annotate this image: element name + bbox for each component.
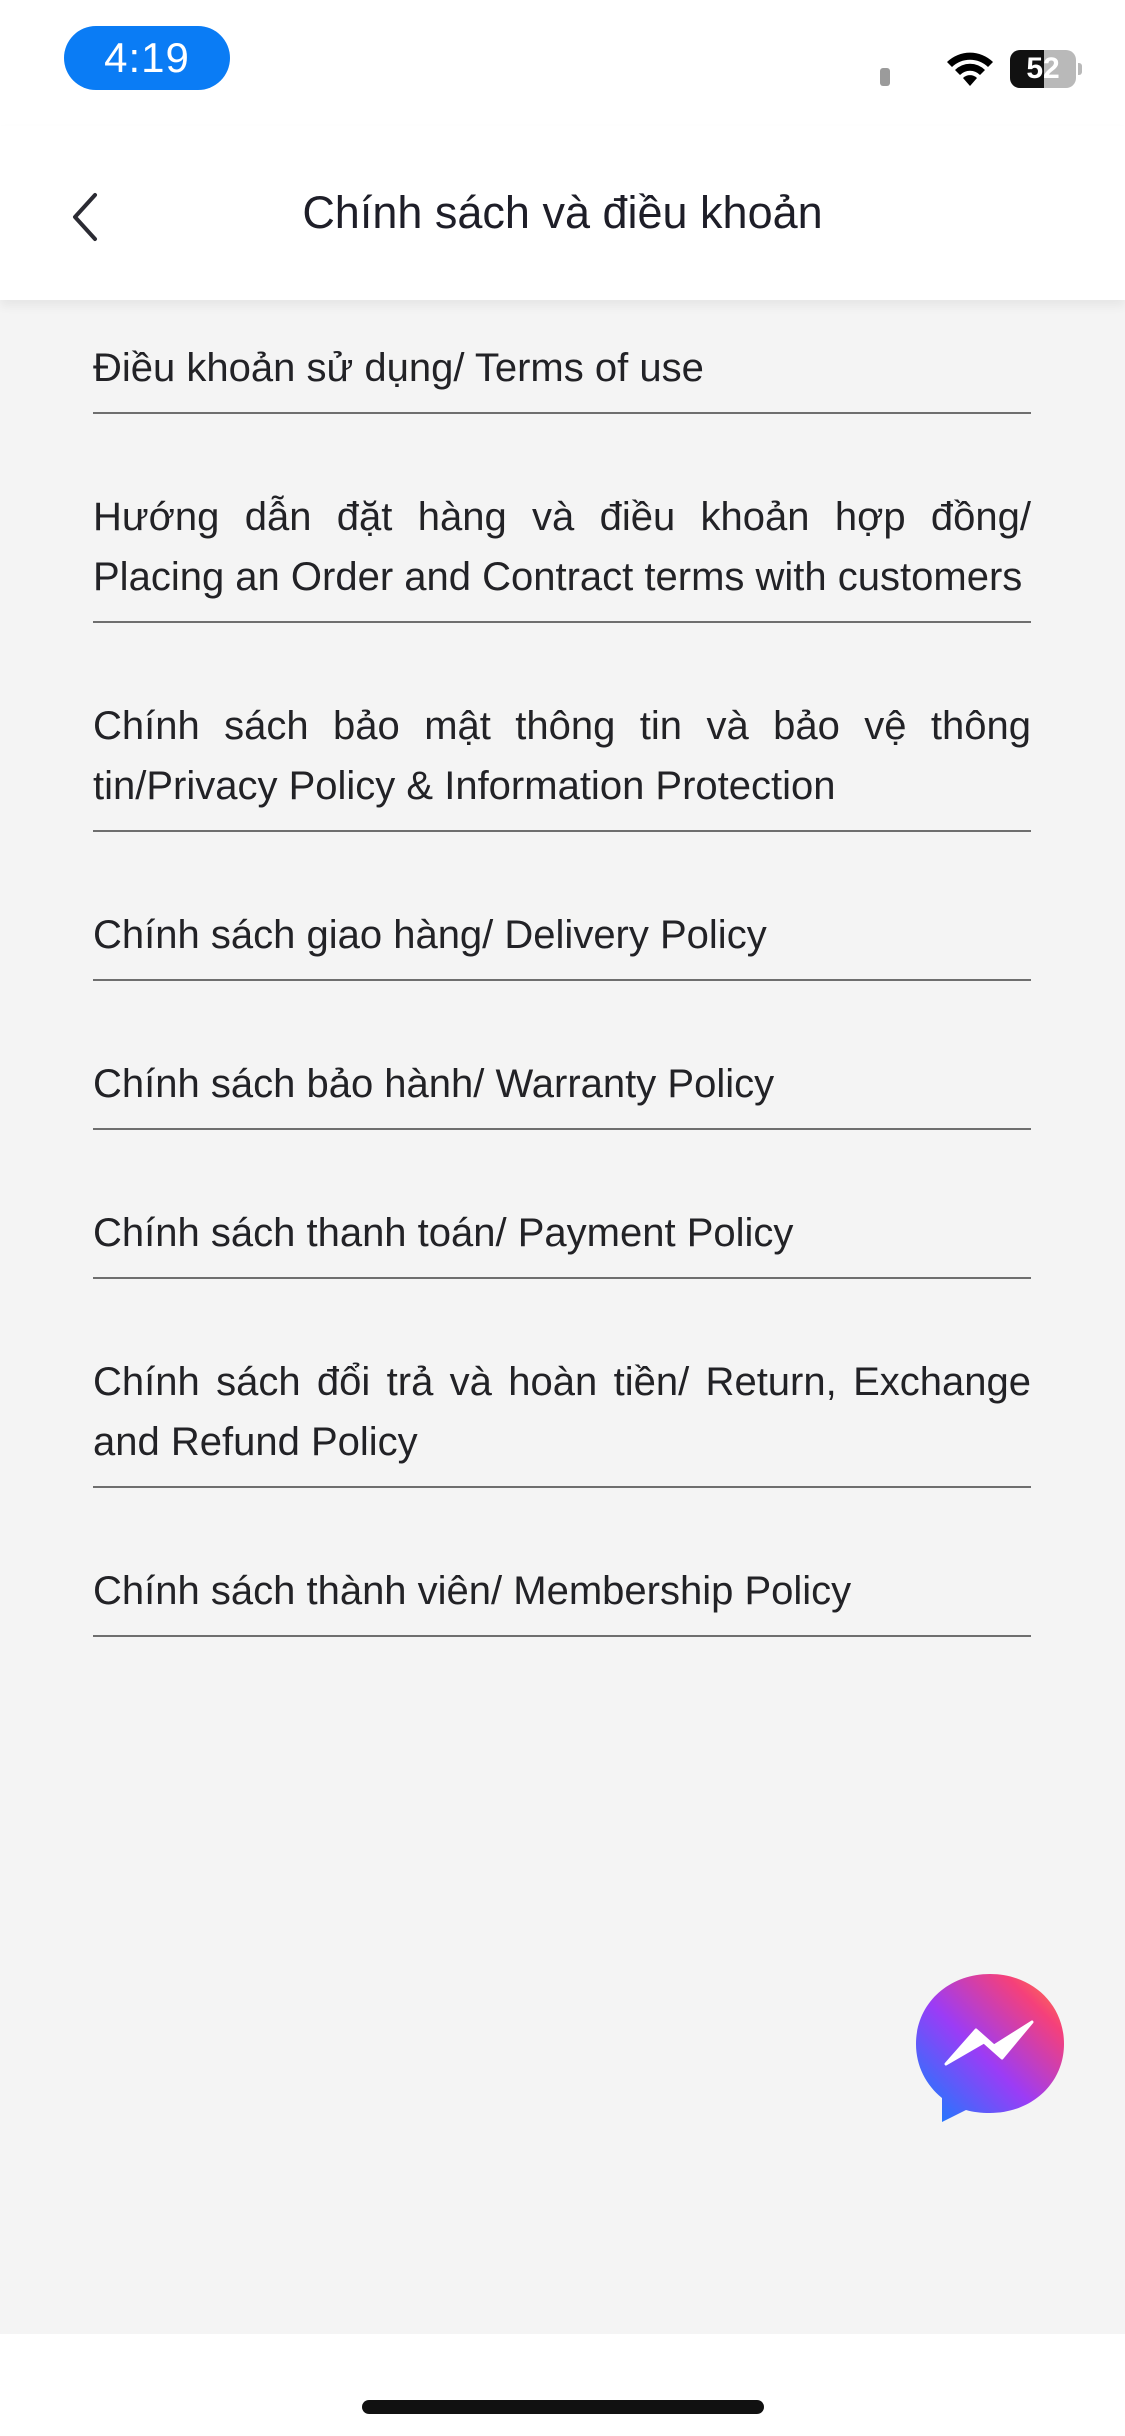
policy-item-membership-policy[interactable]: Chính sách thành viên/ Membership Policy	[93, 1521, 1031, 1637]
home-indicator[interactable]	[362, 2400, 764, 2414]
wifi-icon	[944, 48, 996, 88]
battery-icon	[1010, 50, 1082, 88]
nav-header	[0, 126, 1125, 300]
policy-item-warranty-policy[interactable]: Chính sách bảo hành/ Warranty Policy	[93, 1014, 1031, 1130]
signal-icon	[880, 68, 890, 86]
messenger-icon	[914, 1972, 1066, 2124]
battery-percentage: 52	[1026, 52, 1060, 85]
chevron-left-icon	[65, 189, 105, 245]
policy-item-terms-of-use[interactable]: Điều khoản sử dụng/ Terms of use	[93, 300, 1031, 414]
back-button[interactable]	[50, 182, 120, 252]
messenger-button[interactable]	[914, 1972, 1066, 2124]
policy-list	[93, 300, 1031, 1670]
policy-item-payment-policy[interactable]: Chính sách thanh toán/ Payment Policy	[93, 1163, 1031, 1279]
page-title: Chính sách và điều khoản	[302, 187, 823, 238]
policy-item-return-refund-policy[interactable]: Chính sách đổi trả và hoàn tiền/ Return, Exchange and Refund Policy	[93, 1312, 1031, 1488]
status-time: 4:19	[64, 26, 230, 90]
policy-item-order-contract-terms[interactable]: Hướng dẫn đặt hàng và điều khoản hợp đồng/ Placing an Order and Contract terms with customers	[93, 447, 1031, 623]
status-bar	[0, 0, 1125, 126]
policy-item-delivery-policy[interactable]: Chính sách giao hàng/ Delivery Policy	[93, 865, 1031, 981]
policy-item-privacy-policy[interactable]: Chính sách bảo mật thông tin và bảo vệ thông tin/Privacy Policy & Information Protection	[93, 656, 1031, 832]
home-bar	[0, 2334, 1125, 2436]
